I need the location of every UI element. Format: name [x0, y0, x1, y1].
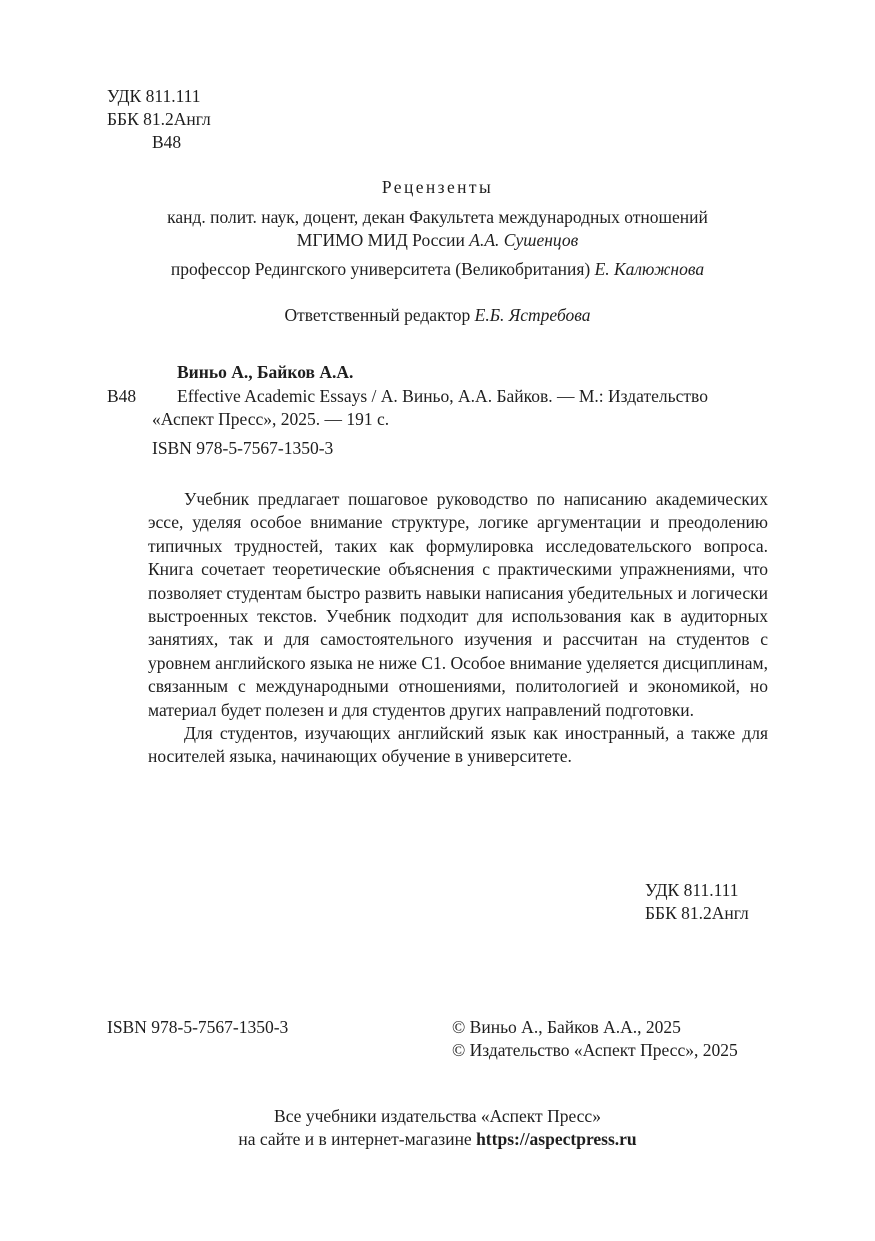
promo-text: на сайте и в интернет-магазине: [238, 1129, 472, 1149]
reviewer2-name: Е. Калюжнова: [594, 259, 705, 279]
annotation-paragraph-1: Учебник предлагает пошаговое руководство по написанию академических эссе, уделяя особое внимание структуре, логике аргументации и преодолению типичных трудностей, таких как формулировка исследовательского вопроса. Книга сочетает теоретические объяснения с практическими упражнениями, что позволяет студентам быстро развить навыки написания убедительных и логически выстроенных текстов. Учебник подходит для использования как в аудиторных занятиях, так и для самостоятельного изучения и рассчитан на студентов с уровнем английского языка не ниже C1. Особое внимание уделяется дисциплинам, связанным с международными отношениями, политологией и экономикой, но материал будет полезен и для студентов других направлений подготовки.: [148, 489, 768, 720]
reviewer2: [0, 258, 875, 281]
reviewer1-line1: канд. полит. наук, доцент, декан Факультета международных отношений: [167, 207, 708, 227]
reviewers-heading: Рецензенты: [381, 177, 494, 197]
reviewer1-line2: [0, 229, 875, 252]
editor-label: Ответственный редактор: [284, 305, 471, 325]
responsible-editor: [0, 304, 875, 327]
bib-isbn: ISBN 978-5-7567-1350-3: [152, 438, 334, 458]
footer-isbn: ISBN 978-5-7567-1350-3: [107, 1017, 289, 1037]
annotation: [148, 488, 768, 769]
bib-mark: В48: [107, 386, 137, 406]
reviewer1-affiliation: МГИМО МИД России: [296, 230, 465, 250]
bbk-code-bottom: ББК 81.2Англ: [645, 903, 749, 923]
copyright-publisher: © Издательство «Аспект Пресс», 2025: [452, 1040, 738, 1060]
editor-name: Е.Б. Ястребова: [474, 305, 591, 325]
author-mark: В48: [152, 132, 182, 152]
copyright-authors: © Виньо А., Байков А.А., 2025: [452, 1017, 681, 1037]
reviewer1-name: А.А. Сушенцов: [469, 230, 579, 250]
bib-publisher-line: «Аспект Пресс», 2025. — 191 с.: [152, 409, 390, 429]
bib-title-line: Effective Academic Essays / А. Виньо, А.А. Байков. — М.: Издательство: [177, 386, 708, 406]
annotation-paragraph-2: Для студентов, изучающих английский язык как иностранный, а также для носителей языка, начинающих обучение в университете.: [148, 723, 768, 767]
promo-line-2: [0, 1128, 875, 1151]
bbk-code: ББК 81.2Англ: [107, 109, 211, 129]
bib-authors: Виньо А., Байков А.А.: [177, 362, 354, 382]
promo-line-1: Все учебники издательства «Аспект Пресс»: [274, 1106, 601, 1126]
publisher-website-link[interactable]: https://aspectpress.ru: [476, 1129, 637, 1149]
udk-code: УДК 811.111: [107, 86, 201, 106]
udk-code-bottom: УДК 811.111: [645, 880, 739, 900]
reviewer2-affiliation: профессор Редингского университета (Великобритания): [170, 259, 591, 279]
